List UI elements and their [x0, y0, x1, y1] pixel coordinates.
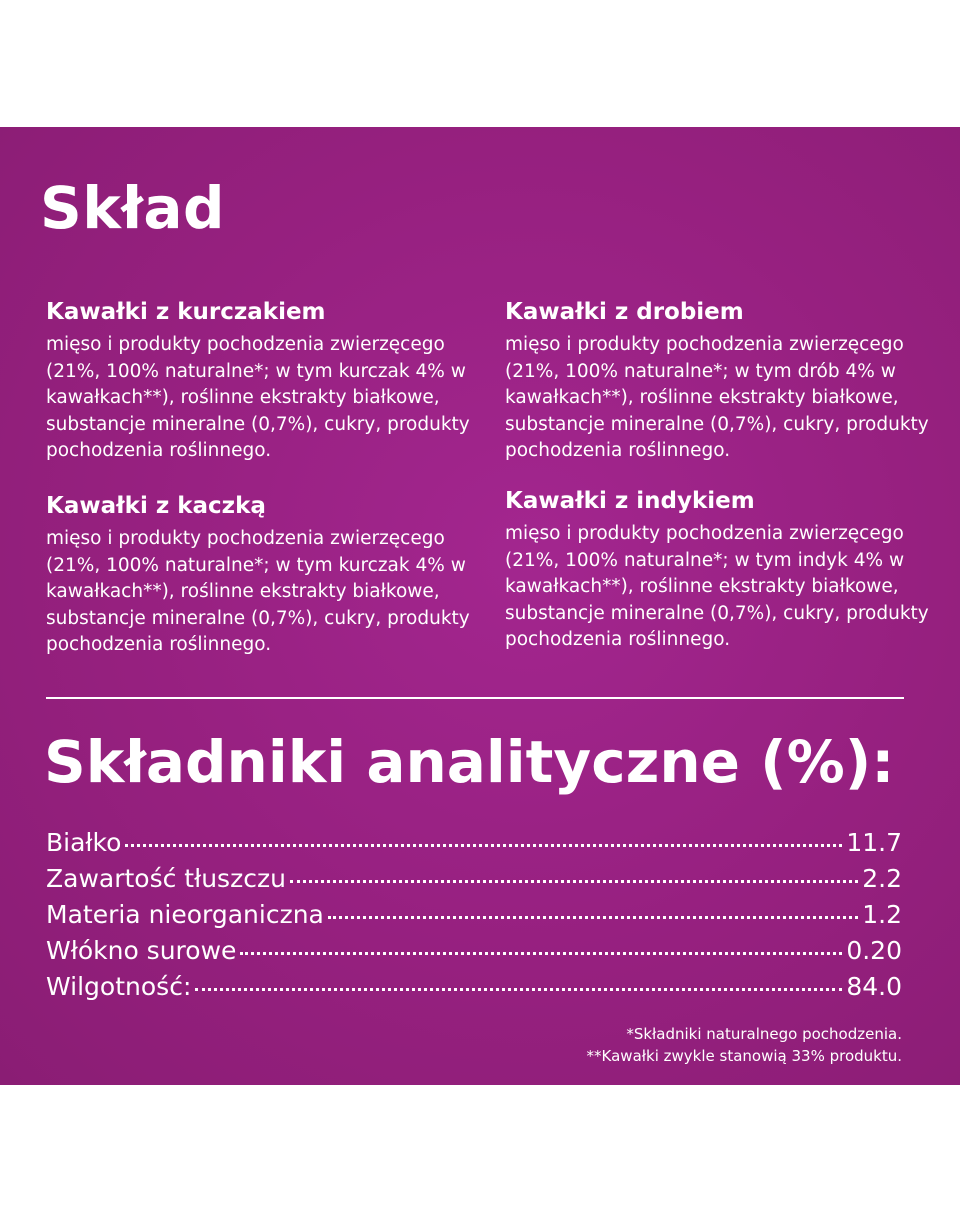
section-heading: Kawałki z kaczką: [46, 493, 266, 519]
analysis-value: 84.0: [846, 972, 902, 1001]
section-text: mięso i produkty pochodzenia zwierzęcego (21%, 100% naturalne*; w tym kurczak 4% w kawałkach**), roślinne ekstrakty białkowe, substancje mineralne (0,7%), cukry, produkty pochodzenia roślinnego.: [46, 334, 470, 461]
analysis-row-moisture: [46, 969, 902, 1005]
analysis-label: Białko: [46, 828, 122, 857]
analysis-title: Składniki analityczne (%):: [44, 728, 895, 796]
section-heading: Kawałki z indykiem: [505, 488, 755, 514]
analysis-row-protein: [46, 825, 902, 861]
composition-panel: [0, 127, 960, 1085]
footnotes: [587, 1023, 902, 1067]
analysis-value: 11.7: [846, 828, 902, 857]
section-turkey: [505, 487, 945, 654]
analysis-row-ash: [46, 897, 902, 933]
analysis-label: Zawartość tłuszczu: [46, 864, 286, 893]
section-text: mięso i produkty pochodzenia zwierzęcego (21%, 100% naturalne*; w tym kurczak 4% w kawałkach**), roślinne ekstrakty białkowe, substancje mineralne (0,7%), cukry, produkty pochodzenia roślinnego.: [46, 528, 470, 655]
dot-leader: [328, 916, 858, 919]
analysis-table: [46, 825, 902, 1005]
dot-leader: [125, 844, 842, 847]
composition-title: Skład: [40, 174, 226, 242]
dot-leader: [195, 988, 842, 991]
analysis-label: Włókno surowe: [46, 936, 237, 965]
section-heading: Kawałki z kurczakiem: [46, 299, 326, 325]
section-poultry: [505, 298, 945, 465]
footnote: *Składniki naturalnego pochodzenia.: [626, 1025, 902, 1043]
section-heading: Kawałki z drobiem: [505, 299, 744, 325]
analysis-value: 1.2: [862, 900, 902, 929]
analysis-row-fat: [46, 861, 902, 897]
analysis-label: Wilgotność:: [46, 972, 192, 1001]
section-duck: [46, 492, 486, 659]
section-chicken: [46, 298, 486, 465]
analysis-value: 0.20: [846, 936, 902, 965]
divider: [46, 697, 904, 699]
analysis-row-fibre: [46, 933, 902, 969]
dot-leader: [240, 952, 842, 955]
dot-leader: [290, 880, 858, 883]
footnote: **Kawałki zwykle stanowią 33% produktu.: [586, 1047, 902, 1065]
section-text: mięso i produkty pochodzenia zwierzęcego (21%, 100% naturalne*; w tym indyk 4% w kawałkach**), roślinne ekstrakty białkowe, substancje mineralne (0,7%), cukry, produkty pochodzenia roślinnego.: [505, 523, 929, 650]
analysis-value: 2.2: [862, 864, 902, 893]
analysis-label: Materia nieorganiczna: [46, 900, 324, 929]
section-text: mięso i produkty pochodzenia zwierzęcego (21%, 100% naturalne*; w tym drób 4% w kawałkach**), roślinne ekstrakty białkowe, substancje mineralne (0,7%), cukry, produkty pochodzenia roślinnego.: [505, 334, 929, 461]
